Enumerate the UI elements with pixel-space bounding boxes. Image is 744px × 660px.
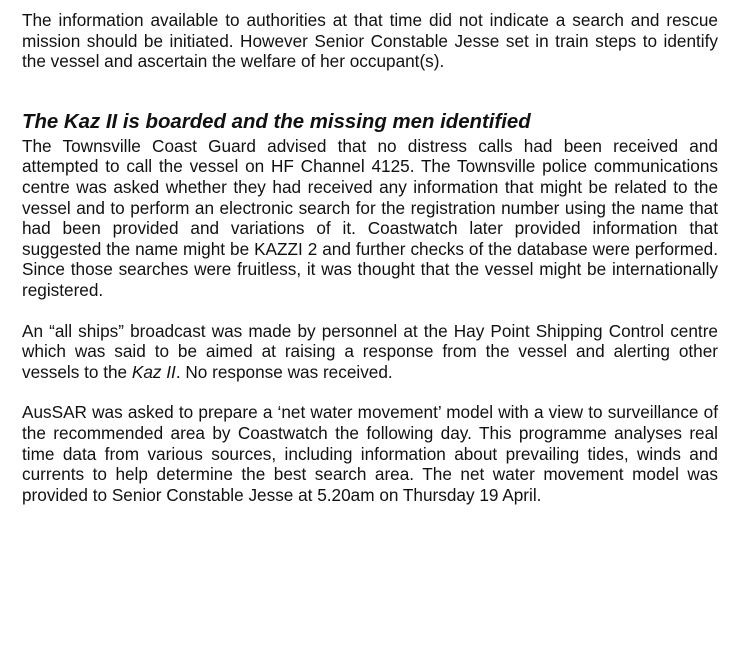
section-heading: The Kaz II is boarded and the missing men identified xyxy=(22,110,531,133)
broadcast-paragraph xyxy=(22,321,718,383)
broadcast-text-before: An “all ships” broadcast was made by personnel at the Hay Point Shipping Control centre which was said to be aimed at raising a response from the vessel and alerting other vessels to the xyxy=(22,320,718,382)
aussar-paragraph: AusSAR was asked to prepare a ‘net water movement’ model with a view to surveillance of the recommended area by Coastwatch the following day. This programme analyses real time data from various sources, including information about prevailing tides, winds and currents to help determine the best search area. The net water movement model was provided to Senior Constable Jesse at 5.20am on Thursday 19 April. xyxy=(22,402,718,505)
document-page xyxy=(22,10,718,505)
intro-paragraph: The information available to authorities at that time did not indicate a search and rescue mission should be initiated. However Senior Constable Jesse set in train steps to identify the vessel and ascertain the welfare of her occupant(s). xyxy=(22,10,718,72)
coast-guard-paragraph: The Townsville Coast Guard advised that no distress calls had been received and attempted to call the vessel on HF Channel 4125. The Townsville police communications centre was asked whether they had received any information that might be related to the vessel and to perform an electronic search for the registration number using the name that had been provided and variations of it. Coastwatch later provided information that suggested the name might be KAZZI 2 and further checks of the database were performed. Since those searches were fruitless, it was thought that the vessel might be internationally registered. xyxy=(22,135,718,300)
vessel-name: Kaz II xyxy=(131,361,176,382)
broadcast-text-after: . No response was received. xyxy=(175,361,393,382)
